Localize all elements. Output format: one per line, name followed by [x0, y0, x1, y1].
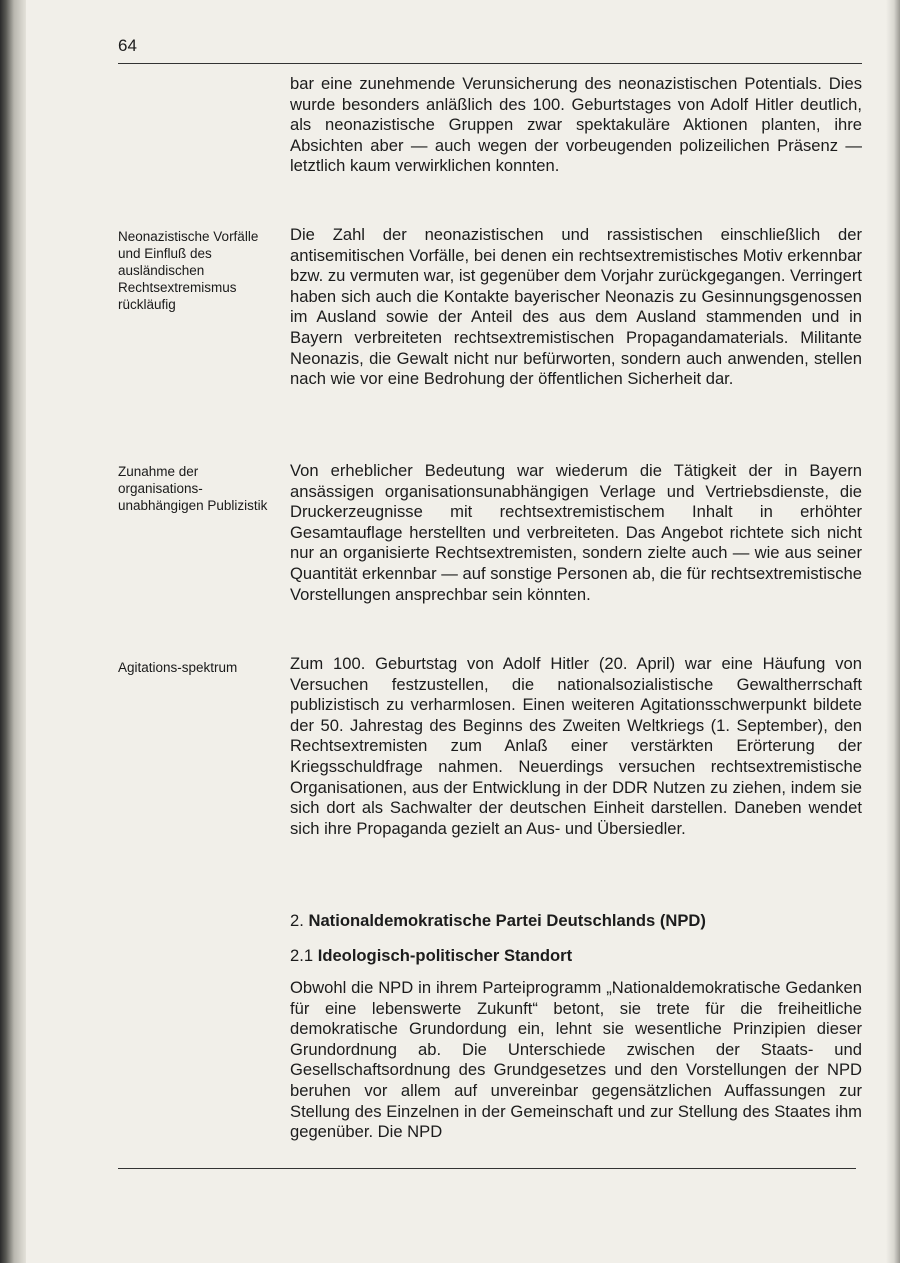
header-rule — [118, 63, 862, 64]
subsection-number: 2.1 — [290, 946, 314, 965]
paragraph-5-text: Obwohl die NPD in ihrem Parteiprogramm „Nationaldemokratische Gedanken für eine lebenswerte Zukunft“ betont, sie trete für die freiheitliche demokratische Grundordung ein, lehnt sie wesentliche Prinzipien dieser Grundordnung ab. Die Unterschiede zwischen der Staats- und Gesellschaftsordnung des Grundgesetzes und den Vorstellungen der NPD beruhen vor allem auf unvereinbar gegensätzlichen Auffassungen zur Stellung des Einzelnen in der Gemeinschaft und zur Stellung des Staates ihm gegenüber. Die NPD — [290, 978, 862, 1142]
section-number: 2. — [290, 911, 304, 930]
footer-rule — [118, 1168, 856, 1169]
margin-note-neonazi-incidents: Neonazistische Vorfälle und Einfluß des ausländischen Rechtsextremismus rückläufig — [118, 229, 259, 312]
margin-note-agitation: Agitations-spektrum — [118, 660, 238, 675]
margin-note-publishing: Zunahme der organisations-unabhängigen Publizistik — [118, 464, 268, 513]
paragraph-2-text: Die Zahl der neonazistischen und rassistischen einschließlich der antisemitischen Vorfälle, bei denen ein rechtsextremistisches Motiv erkennbar bzw. zu vermuten war, ist gegenüber dem Vorjahr zurückgegangen. Verringert haben sich auch die Kontakte bayerischer Neonazis zu Gesinnungsgenossen im Ausland sowie der Anteil des aus dem Ausland stammenden und in Bayern verbreiteten rechtsextremistischen Propagandamaterials. Militante Neonazis, die Gewalt nicht nur befürworten, sondern auch anwenden, stellen nach wie vor eine Bedrohung der öffentlichen Sicherheit dar. — [290, 225, 862, 389]
paragraph-3 — [290, 461, 862, 605]
section-title: Nationaldemokratische Partei Deutschlands (NPD) — [308, 911, 706, 930]
paragraph-5 — [290, 978, 862, 1143]
paragraph-4-text: Zum 100. Geburtstag von Adolf Hitler (20. April) war eine Häufung von Versuchen festzustellen, die nationalsozialistische Gewaltherrschaft publizistisch zu verharmlosen. Einen weiteren Agitationsschwerpunkt bildete der 50. Jahrestag des Beginns des Zweiten Weltkriegs (1. September), den Rechtsextremisten zum Anlaß einer verstärkten Erörterung der Kriegsschuldfrage nahmen. Neuerdings versuchen rechtsextremistische Organisationen, aus der Entwicklung in der DDR Nutzen zu ziehen, indem sie sich dort als Sachwalter der deutschen Einheit darstellen. Daneben wendet sich ihre Propaganda gezielt an Aus- und Übersiedler. — [290, 654, 862, 838]
section-heading-2-1 — [290, 946, 572, 966]
page-number: 64 — [118, 36, 137, 55]
paragraph-3-text: Von erheblicher Bedeutung war wiederum die Tätigkeit der in Bayern ansässigen organisationsunabhängigen Verlage und Vertriebsdienste, die Druckerzeugnisse mit rechtsextremistischem Inhalt in erhöhter Gesamtauflage herstellten und verbreiteten. Das Angebot richtete sich nicht nur an organisierte Rechtsextremisten, sondern zielte auch — wie aus seiner Quantität erkennbar — auf sonstige Personen ab, die für rechtsextremistische Vorstellungen ansprechbar sein könnten. — [290, 461, 862, 604]
paragraph-4 — [290, 654, 862, 839]
binding-shadow — [0, 0, 26, 1263]
paragraph-2 — [290, 225, 862, 390]
paragraph-1 — [290, 74, 862, 177]
paragraph-1-text: bar eine zunehmende Verunsicherung des neonazistischen Potentials. Dies wurde besonders anläßlich des 100. Geburtstages von Adolf Hitler deutlich, als neonazistische Gruppen zwar spektakuläre Aktionen planten, ihre Absichten aber — auch wegen der vorbeugenden polizeilichen Präsenz — letztlich kaum verwirklichen konnten. — [290, 74, 862, 176]
section-heading-2 — [290, 911, 706, 931]
subsection-title: Ideologisch-politischer Standort — [317, 946, 573, 965]
page-edge-shadow — [886, 0, 900, 1263]
